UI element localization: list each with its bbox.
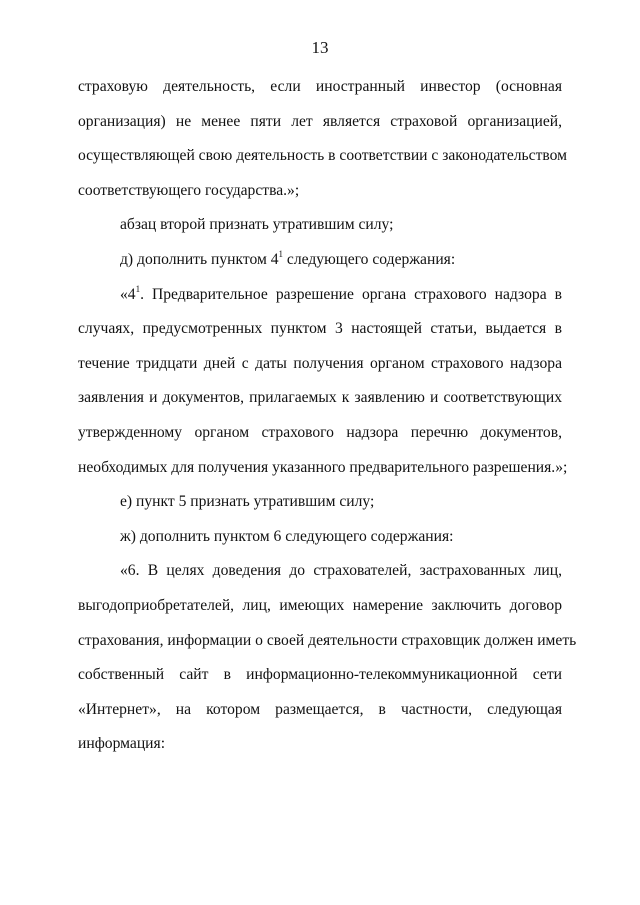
document-body <box>78 70 577 762</box>
text-line: заявления и документов, прилагаемых к заявлению и соответствующих <box>78 389 562 407</box>
superscript: 1 <box>278 248 284 259</box>
text-line: выгодоприобретателей, лиц, имеющих намерение заключить договор <box>78 596 562 614</box>
text-line: организация) не менее пяти лет является страховой организацией, <box>78 112 562 130</box>
text-line: случаях, предусмотренных пунктом 3 настоящей статьи, выдается в <box>78 320 562 338</box>
text-fragment: следующего содержания: <box>283 250 456 268</box>
superscript: 1 <box>135 283 141 294</box>
text-fragment: «4 <box>120 285 136 303</box>
text-line: «6. В целях доведения до страхователей, застрахованных лиц, <box>120 562 562 580</box>
text-line: страховую деятельность, если иностранный инвестор (основная <box>78 78 562 95</box>
text-line: е) пункт 5 признать утратившим силу; <box>120 493 375 511</box>
text-line: страхования, информации о своей деятельности страховщик должен иметь <box>78 631 577 649</box>
text-line: осуществляющей свою деятельность в соответствии с законодательством <box>78 147 568 165</box>
text-line: утвержденному органом страхового надзора перечню документов, <box>78 423 562 441</box>
text-line: информация: <box>78 735 166 753</box>
page-number: 13 <box>311 38 329 57</box>
text-line: абзац второй признать утратившим силу; <box>120 216 394 234</box>
text-line: соответствующего государства.»; <box>78 181 300 199</box>
text-fragment: д) дополнить пунктом 4 <box>120 250 279 268</box>
text-line: необходимых для получения указанного предварительного разрешения.»; <box>78 458 568 476</box>
text-line: собственный сайт в информационно-телекоммуникационной сети <box>78 666 562 684</box>
text-line-with-superscript <box>78 278 562 313</box>
text-line: «Интернет», на котором размещается, в частности, следующая <box>78 700 562 718</box>
text-line: течение тридцати дней с даты получения органом страхового надзора <box>78 354 562 372</box>
text-line: ж) дополнить пунктом 6 следующего содержания: <box>120 527 454 545</box>
text-fragment: . Предварительное разрешение органа страхового надзора в <box>140 285 562 303</box>
text-line-with-superscript <box>78 243 562 278</box>
